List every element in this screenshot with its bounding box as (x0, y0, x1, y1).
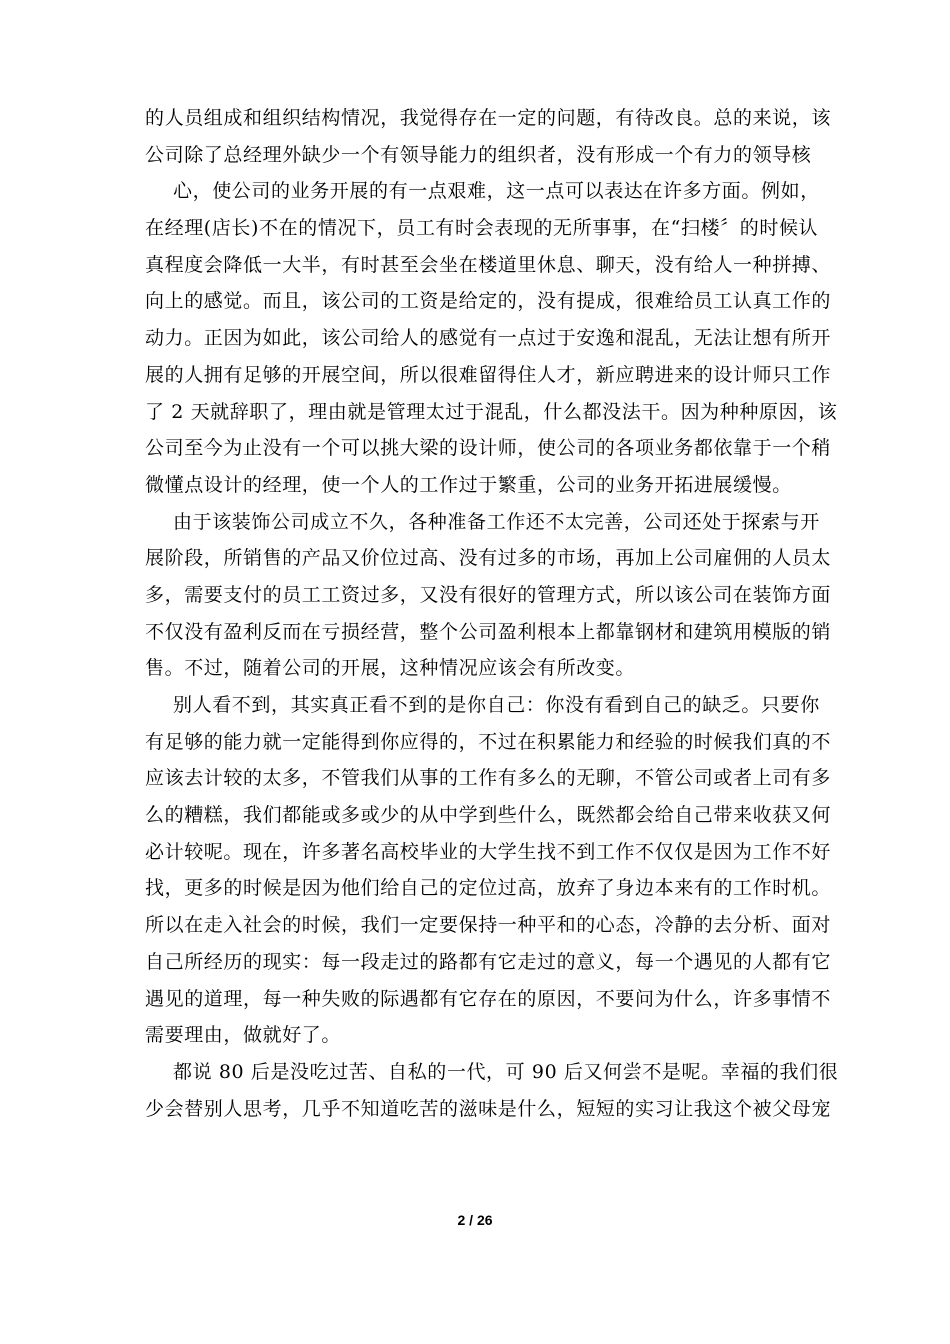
page-number: 2 / 26 (457, 1212, 493, 1228)
text-line: 的人员组成和组织结构情况，我觉得存在一定的问题，有待改良。总的来说，该 (145, 107, 832, 129)
text-line: 动力。正因为如此，该公司给人的感觉有一点过于安逸和混乱，无法让想有所开 (145, 327, 832, 350)
text-line: 找，更多的时候是因为他们给自己的定位过高，放弃了身边本来有的工作时机。 (145, 877, 832, 900)
text-line: 真程度会降低一大半，有时甚至会坐在楼道里休息、聊天，没有给人一种拼搏、 (145, 253, 832, 276)
text-line: 应该去计较的太多，不管我们从事的工作有多么的无聊，不管公司或者上司有多 (145, 767, 832, 790)
text-line: 多，需要支付的员工工资过多，又没有很好的管理方式，所以该公司在装饰方面 (145, 583, 832, 606)
text-line: 有足够的能力就一定能得到你应得的，不过在积累能力和经验的时候我们真的不 (145, 730, 832, 753)
text-line: 了 2 天就辞职了，理由就是管理太过于混乱，什么都没法干。因为种种原因，该 (145, 400, 838, 423)
text-line: 少会替别人思考，几乎不知道吃苦的滋味是什么，短短的实习让我这个被父母宠 (145, 1097, 832, 1120)
text-line: 展的人拥有足够的开展空间，所以很难留得住人才，新应聘进来的设计师只工作 (145, 363, 832, 386)
text-line: 所以在走入社会的时候，我们一定要保持一种平和的心态，冷静的去分析、面对 (145, 914, 832, 937)
text-line: 都说 80 后是没吃过苦、自私的一代，可 90 后又何尝不是呢。幸福的我们很 (173, 1060, 839, 1083)
text-line: 微懂点设计的经理，使一个人的工作过于繁重，公司的业务开拓进展缓慢。 (145, 473, 792, 496)
text-line: 售。不过，随着公司的开展，这种情况应该会有所改变。 (145, 657, 636, 680)
text-line: 别人看不到，其实真正看不到的是你自己：你没有看到自己的缺乏。只要你 (173, 694, 820, 716)
text-line: 遇见的道理，每一种失败的际遇都有它存在的原因，不要问为什么，许多事情不 (145, 987, 832, 1010)
text-line: 需要理由，做就好了。 (145, 1024, 342, 1047)
text-line: 么的糟糕，我们都能或多或少的从中学到些什么，既然都会给自己带来收获又何 (145, 804, 832, 827)
text-line: 心，使公司的业务开展的有一点艰难，这一点可以表达在许多方面。例如， (173, 180, 820, 203)
text-line: 公司除了总经理外缺少一个有领导能力的组织者，没有形成一个有力的领导核 (145, 143, 812, 166)
text-line: 不仅没有盈利反而在亏损经营，整个公司盈利根本上都靠钢材和建筑用模版的销 (145, 620, 832, 643)
text-line: 必计较呢。现在，许多著名高校毕业的大学生找不到工作不仅仅是因为工作不好 (145, 840, 832, 863)
text-line: 向上的感觉。而且，该公司的工资是给定的，没有提成，很难给员工认真工作的 (145, 290, 832, 313)
text-line: 自己所经历的现实：每一段走过的路都有它走过的意义，每一个遇见的人都有它 (145, 950, 832, 973)
text-line: 公司至今为止没有一个可以挑大梁的设计师，使公司的各项业务都依靠于一个稍 (145, 437, 832, 460)
document-body (145, 100, 839, 1127)
text-line: 在经理(店长)不在的情况下，员工有时会表现的无所事事，在“扫楼〞的时候认 (145, 217, 819, 240)
text-line: 展阶段，所销售的产品又价位过高、没有过多的市场，再加上公司雇佣的人员太 (145, 547, 832, 570)
text-line: 由于该装饰公司成立不久，各种准备工作还不太完善，公司还处于探索与开 (173, 510, 820, 533)
